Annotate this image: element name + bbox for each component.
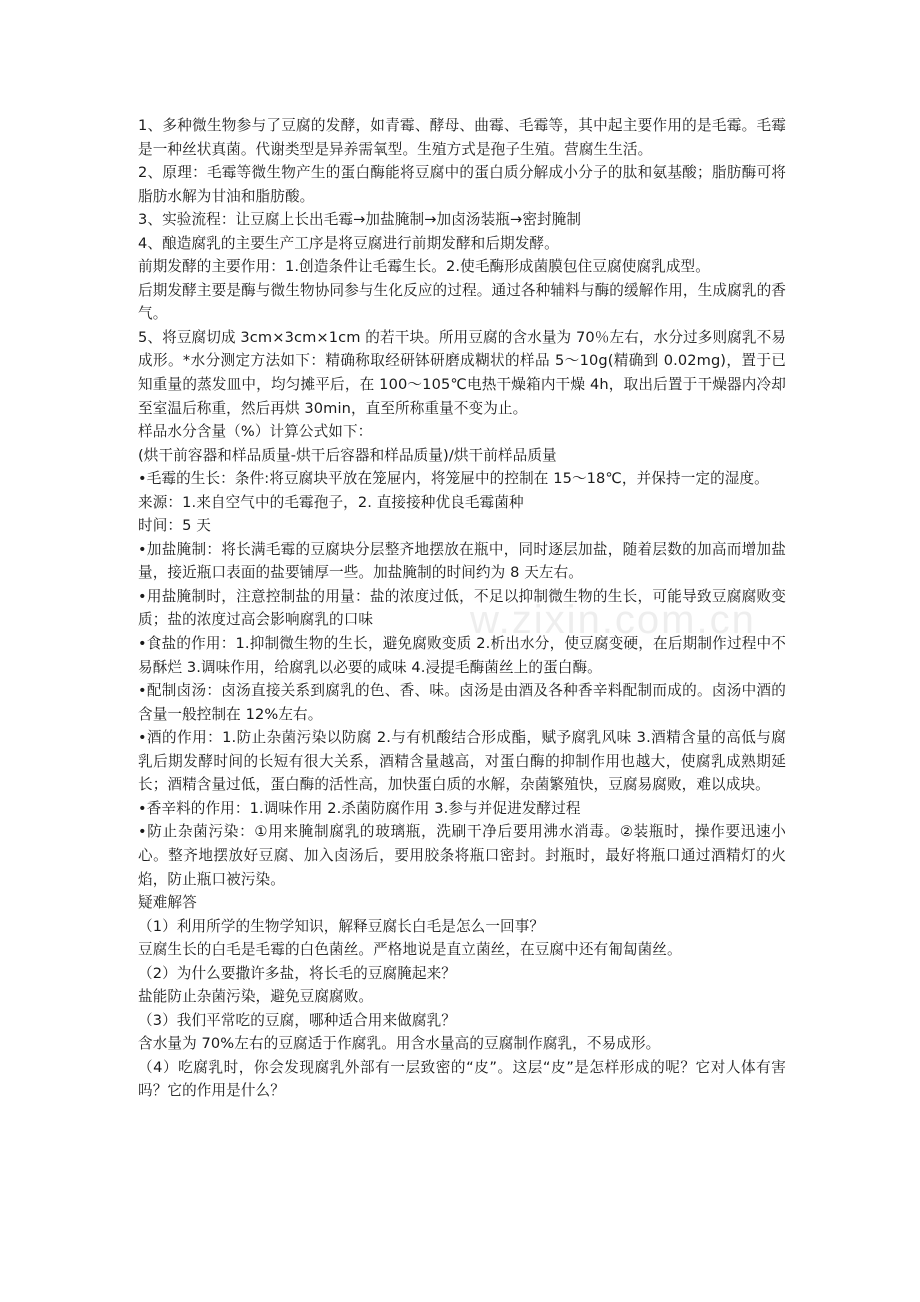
paragraph: (烘干前容器和样品质量-烘干后容器和样品质量)/烘干前样品质量 [138,446,557,464]
paragraph: 后期发酵主要是酶与微生物协同参与生化反应的过程。通过各种辅料与酶的缓解作用，生成腐乳的香气。 [138,281,786,323]
paragraph: •配制卤汤：卤汤直接关系到腐乳的色、香、味。卤汤是由酒及各种香辛料配制而成的。卤汤中酒的含量一般控制在 12%左右。 [138,682,786,723]
document-body [138,114,786,1103]
paragraph: （4）吃腐乳时，你会发现腐乳外部有一层致密的“皮”。这层“皮”是怎样形成的呢？它对人体有害吗？它的作用是什么？ [138,1058,786,1100]
paragraph: 含水量为 70%左右的豆腐适于作腐乳。用含水量高的豆腐制作腐乳，不易成形。 [138,1035,661,1053]
paragraph: •用盐腌制时，注意控制盐的用量：盐的浓度过低，不足以抑制微生物的生长，可能导致豆腐腐败变质；盐的浓度过高会影响腐乳的口味 [138,587,786,629]
paragraph: 豆腐生长的白毛是毛霉的白色菌丝。严格地说是直立菌丝，在豆腐中还有匍匐菌丝。 [138,941,682,959]
paragraph: （1）利用所学的生物学知识，解释豆腐长白毛是怎么一回事？ [138,917,545,935]
paragraph: 来源：1.来自空气中的毛霉孢子，2. 直接接种优良毛霉菌种 [138,493,524,511]
paragraph: 盐能防止杂菌污染，避免豆腐腐败。 [138,988,374,1006]
paragraph: 样品水分含量（%）计算公式如下： [138,423,373,441]
paragraph: •食盐的作用：1.抑制微生物的生长，避免腐败变质 2.析出水分，使豆腐变硬，在后期制作过程中不易酥烂 3.调味作用，给腐乳以必要的咸味 4.浸提毛酶菌丝上的蛋白酶。 [138,635,786,676]
paragraph: （2）为什么要撒许多盐，将长毛的豆腐腌起来？ [138,964,456,982]
paragraph: •加盐腌制：将长满毛霉的豆腐块分层整齐地摆放在瓶中，同时逐层加盐，随着层数的加高而增加盐量，接近瓶口表面的盐要铺厚一些。加盐腌制的时间约为 8 天左右。 [138,540,786,582]
paragraph: •毛霉的生长：条件:将豆腐块平放在笼屉内，将笼屉中的控制在 15～18℃，并保持一定的湿度。 [138,470,769,488]
paragraph: 时间：5 天 [138,517,211,535]
paragraph: （3）我们平常吃的豆腐，哪种适合用来做腐乳？ [138,1011,456,1029]
paragraph: 4、酿造腐乳的主要生产工序是将豆腐进行前期发酵和后期发酵。 [138,234,559,252]
paragraph: 5、将豆腐切成 3cm×3cm×1cm 的若干块。所用豆腐的含水量为 70％左右，水分过多则腐乳不易成形。*水分测定方法如下：精确称取经研钵研磨成糊状的样品 5～10g(精确到 0.02mg)，置于已知重量的蒸发皿中，均匀摊平后，在 100～105℃电热干燥箱内干燥 4h，取出后置于干燥器内冷却至室温后称重，然后再烘 30min，直至所称重量不变为止。 [138,328,786,417]
paragraph: 前期发酵的主要作用：1.创造条件让毛霉生长。2.使毛酶形成菌膜包住豆腐使腐乳成型。 [138,258,710,276]
paragraph: •酒的作用：1.防止杂菌污染以防腐 2.与有机酸结合形成酯，赋予腐乳风味 3.酒精含量的高低与腐乳后期发酵时间的长短有很大关系，酒精含量越高，对蛋白酶的抑制作用也越大，使腐乳成熟期延长；酒精含量过低，蛋白酶的活性高，加快蛋白质的水解，杂菌繁殖快，豆腐易腐败，难以成块。 [138,729,786,794]
paragraph: •防止杂菌污染：①用来腌制腐乳的玻璃瓶，洗刷干净后要用沸水消毒。②装瓶时，操作要迅速小心。整齐地摆放好豆腐、加入卤汤后，要用胶条将瓶口密封。封瓶时，最好将瓶口通过酒精灯的火焰，防止瓶口被污染。 [138,823,786,888]
paragraph: 2、原理：毛霉等微生物产生的蛋白酶能将豆腐中的蛋白质分解成小分子的肽和氨基酸；脂肪酶可将脂肪水解为甘油和脂肪酸。 [138,164,786,205]
paragraph: 疑难解答 [138,894,197,912]
paragraph: 3、实验流程：让豆腐上长出毛霉→加盐腌制→加卤汤装瓶→密封腌制 [138,211,582,229]
watermark: w.zixin.com.cn [470,598,756,642]
paragraph: 1、多种微生物参与了豆腐的发酵，如青霉、酵母、曲霉、毛霉等，其中起主要作用的是毛霉。毛霉是一种丝状真菌。代谢类型是异养需氧型。生殖方式是孢子生殖。营腐生生活。 [138,117,786,158]
paragraph: •香辛料的作用：1.调味作用 2.杀菌防腐作用 3.参与并促进发酵过程 [138,799,581,817]
